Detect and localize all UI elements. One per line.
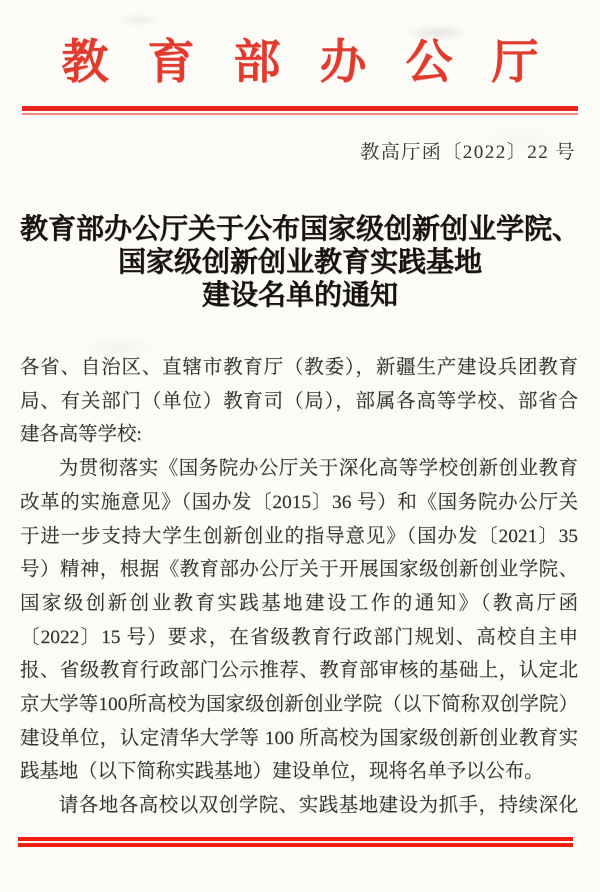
notice-title-line-1: 教育部办公厅关于公布国家级创新创业学院、 bbox=[19, 214, 580, 245]
notice-title-line-3: 建设名单的通知 bbox=[201, 280, 398, 311]
body-line: 请各地各高校以双创学院、实践基地建设为抓手，持续深化 bbox=[58, 795, 578, 817]
body-line: 京大学等100所高校为国家级创新创业学院（以下简称双创学院） bbox=[20, 694, 578, 716]
notice-body bbox=[20, 351, 578, 823]
body-line: 〔2022〕15 号）要求，在省级教育行政部门规划、高校自主申 bbox=[20, 626, 578, 648]
body-line: 于进一步支持大学生创新创业的指导意见》（国办发〔2021〕35 bbox=[20, 525, 578, 547]
notice-title bbox=[10, 213, 590, 312]
body-line: 建设单位，认定清华大学等 100 所高校为国家级创新创业教育实 bbox=[20, 727, 578, 749]
footer-divider bbox=[18, 837, 573, 847]
body-line: 改革的实施意见》（国办发〔2015〕36 号）和《国务院办公厅关 bbox=[20, 491, 578, 513]
footer-divider-bottom-line bbox=[18, 843, 573, 847]
body-line: 为贯彻落实《国务院办公厅关于深化高等学校创新创业教育 bbox=[58, 458, 578, 480]
body-line: 号）精神，根据《教育部办公厅关于开展国家级创新创业学院、 bbox=[20, 559, 578, 581]
document-number: 教高厅函〔2022〕22 号 bbox=[360, 142, 576, 163]
notice-title-line-2: 国家级创新创业教育实践基地 bbox=[117, 247, 482, 278]
letterhead-title: 教育部办公厅 bbox=[61, 37, 578, 89]
body-line: 国家级创新创业教育实践基地建设工作的通知》（教高厅函 bbox=[20, 592, 578, 614]
body-line: 局、有关部门（单位）教育司（局），部属各高等学校、部省合 bbox=[20, 390, 578, 412]
body-line: 报、省级教育行政部门公示推荐、教育部审核的基础上，认定北 bbox=[20, 660, 578, 682]
body-line-salutation: 建各高等学校: bbox=[20, 424, 142, 446]
body-line: 践基地（以下简称实践基地）建设单位，现将名单予以公布。 bbox=[20, 761, 544, 783]
letterhead-divider-thin-line bbox=[22, 113, 578, 115]
letterhead-divider-thick-line bbox=[22, 106, 578, 111]
letterhead-divider bbox=[22, 106, 578, 115]
body-line: 各省、自治区、直辖市教育厅（教委），新疆生产建设兵团教育 bbox=[20, 357, 578, 378]
